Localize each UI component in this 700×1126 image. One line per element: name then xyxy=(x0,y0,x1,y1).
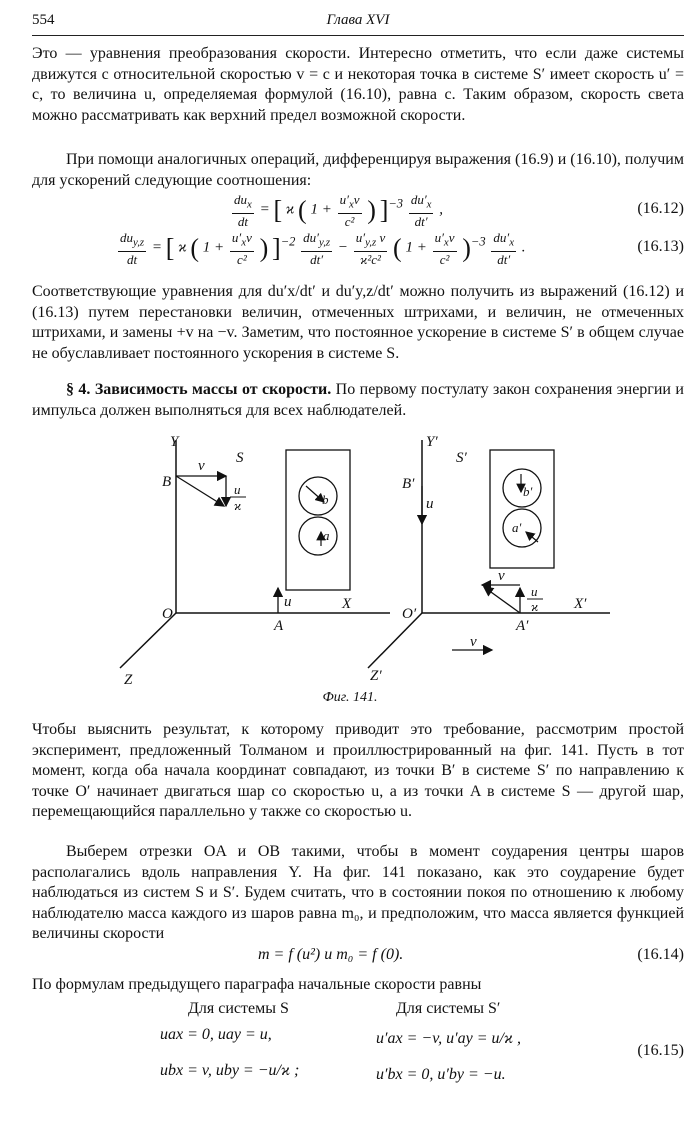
section-heading: § 4. Зависимость массы от скорости. xyxy=(66,381,332,398)
label-u-frac-den: ϰ xyxy=(234,498,242,513)
label-a: A xyxy=(274,618,284,634)
col-head-s-prime: Для системы S′ xyxy=(396,1000,501,1017)
left-system xyxy=(120,434,390,688)
label-o-prime: O′ xyxy=(402,606,417,622)
section-4 xyxy=(32,380,684,421)
page-header xyxy=(32,12,684,34)
equation-number: (16.13) xyxy=(637,238,684,255)
figure-diagram xyxy=(80,428,640,713)
paragraph-5: Выберем отрезки OA и OB такими, чтобы в момент соударения центры шаров располагались вдоль направления Y. На фиг. 141 показано, как это соударение будет наблюдаться из систем S и S′. Будем считать, что в состоянии покоя по отношению к любому наблюдателю масса каждого из шаров равна m₀, и предположим, что масса является функцией величины скорости xyxy=(32,843,684,942)
label-v-bottom: v xyxy=(470,634,477,650)
figure-141 xyxy=(80,428,640,713)
label-x: X xyxy=(342,596,352,612)
section-text: По первому постулату закон сохранения энергии и импульса должен выполняться для всех наблюдателей. xyxy=(32,381,684,419)
label-b-prime: B′ xyxy=(402,476,415,492)
label-y: Y xyxy=(170,434,179,450)
label-v: v xyxy=(198,458,205,474)
right-system xyxy=(368,434,610,684)
equation-number: (16.15) xyxy=(637,1042,684,1059)
velocity-table xyxy=(32,1000,684,1110)
label-x-prime: X′ xyxy=(574,596,587,612)
page-number: 554 xyxy=(32,12,55,28)
equation-16-14-body: m = f (u²) и m₀ = f (0). xyxy=(258,946,404,963)
paragraph-6: По формулам предыдущего параграфа начальные скорости равны xyxy=(32,976,482,993)
label-y-prime: Y′ xyxy=(426,434,438,450)
col-head-s: Для системы S xyxy=(188,1000,289,1017)
label-z: Z xyxy=(124,672,133,688)
label-s-prime: S′ xyxy=(456,450,467,466)
label-u: u xyxy=(284,594,292,610)
equation-number: (16.12) xyxy=(637,200,684,217)
label-o: O xyxy=(162,606,173,622)
label-s: S xyxy=(236,450,244,466)
ball-b-prime-label: b′ xyxy=(523,484,533,499)
equation-number: (16.14) xyxy=(637,946,684,963)
row2-left: ubx = v, uby = −u/ϰ ; xyxy=(160,1062,300,1079)
label-u-frac-num-prime: u xyxy=(531,584,538,599)
figure-caption: Фиг. 141. xyxy=(322,690,378,705)
equation-16-12 xyxy=(32,192,684,229)
paragraph-2: При помощи аналогичных операций, дифференцируя выражения (16.9) и (16.10), получим для ускорений следующие соотношения: xyxy=(32,151,684,189)
equation-16-12-body: $\frac{du_x}{dt}$ = [ ϰ ( 1 + $\frac{u'_xv}{\text{c²}}$ ) ]$^{-3}$ $\frac{du'_x}{dt'}$ , xyxy=(234,192,443,229)
row1-left: uax = 0, uay = u, xyxy=(160,1026,272,1043)
label-u-frac-num: u xyxy=(234,482,241,497)
label-z-prime: Z′ xyxy=(370,668,382,684)
label-a-prime: A′ xyxy=(516,618,529,634)
ball-a-label: a xyxy=(323,528,330,543)
row1-right: u′ax = −v, u′ay = u/ϰ , xyxy=(376,1030,521,1047)
label-u-prime: u xyxy=(426,496,434,512)
label-b: B xyxy=(162,474,172,490)
paragraph-1: Это — уравнения преобразования скорости. Интересно отметить, что если даже системы движутся с относительной скоростью v = c и некоторая точка в системе S′ имеет скорость u′ = c, то величина u, определяемая формулой (16.10), равна c. Таким образом, скорость света можно рассматривать как верхний предел возможной скорости. xyxy=(32,45,684,124)
row2-right: u′bx = 0, u′by = −u. xyxy=(376,1066,506,1083)
ball-b-label: b xyxy=(322,492,329,507)
paragraph-3: Соответствующие уравнения для du′x/dt′ и du′y,z/dt′ можно получить из выражений (16.12) и (16.13) путем перестановки величин, отмеченных штрихами, и величин, не отмеченных штрихами, и замены +v на −v. Заметим, что постоянное ускорение в системе S′ в общем случае не обуславливает постоянного ускорения в системе S. xyxy=(32,283,684,362)
ball-a-prime-label: a′ xyxy=(512,520,522,535)
label-u-frac-den-prime: ϰ xyxy=(531,599,539,614)
header-rule xyxy=(32,35,684,36)
label-v-prime: v xyxy=(498,568,505,584)
paragraph-4: Чтобы выяснить результат, к которому приводит это требование, рассмотрим простой эксперимент, предложенный Толманом и проиллюстрированный на фиг. 141. Пусть в тот момент, когда оба начала координат совпадают, из точки B′ в системе S′ по направлению к точке O′ начинает двигаться шар со скоростью u, а из точки A в системе S — другой шар, перемещающийся параллельно y также со скоростью u. xyxy=(32,721,684,820)
chapter-title: Глава XVI xyxy=(326,12,390,28)
equation-16-13-body: $\frac{du_{y,z}}{dt}$ = [ ϰ ( 1 + $\frac{u'_xv}{\text{c²}}$ ) ]$^{-2}$ $\frac{du'_{y,z}}{dt'}$ − $\frac{u'_{y,z} v}{\text{ϰ²c²}}$ ( 1 + $\frac{u'_xv}{\text{c²}}$ )$^{-3}$ $\frac{du'_x}{dt'}$ . xyxy=(120,230,526,267)
equation-16-13 xyxy=(32,230,684,267)
